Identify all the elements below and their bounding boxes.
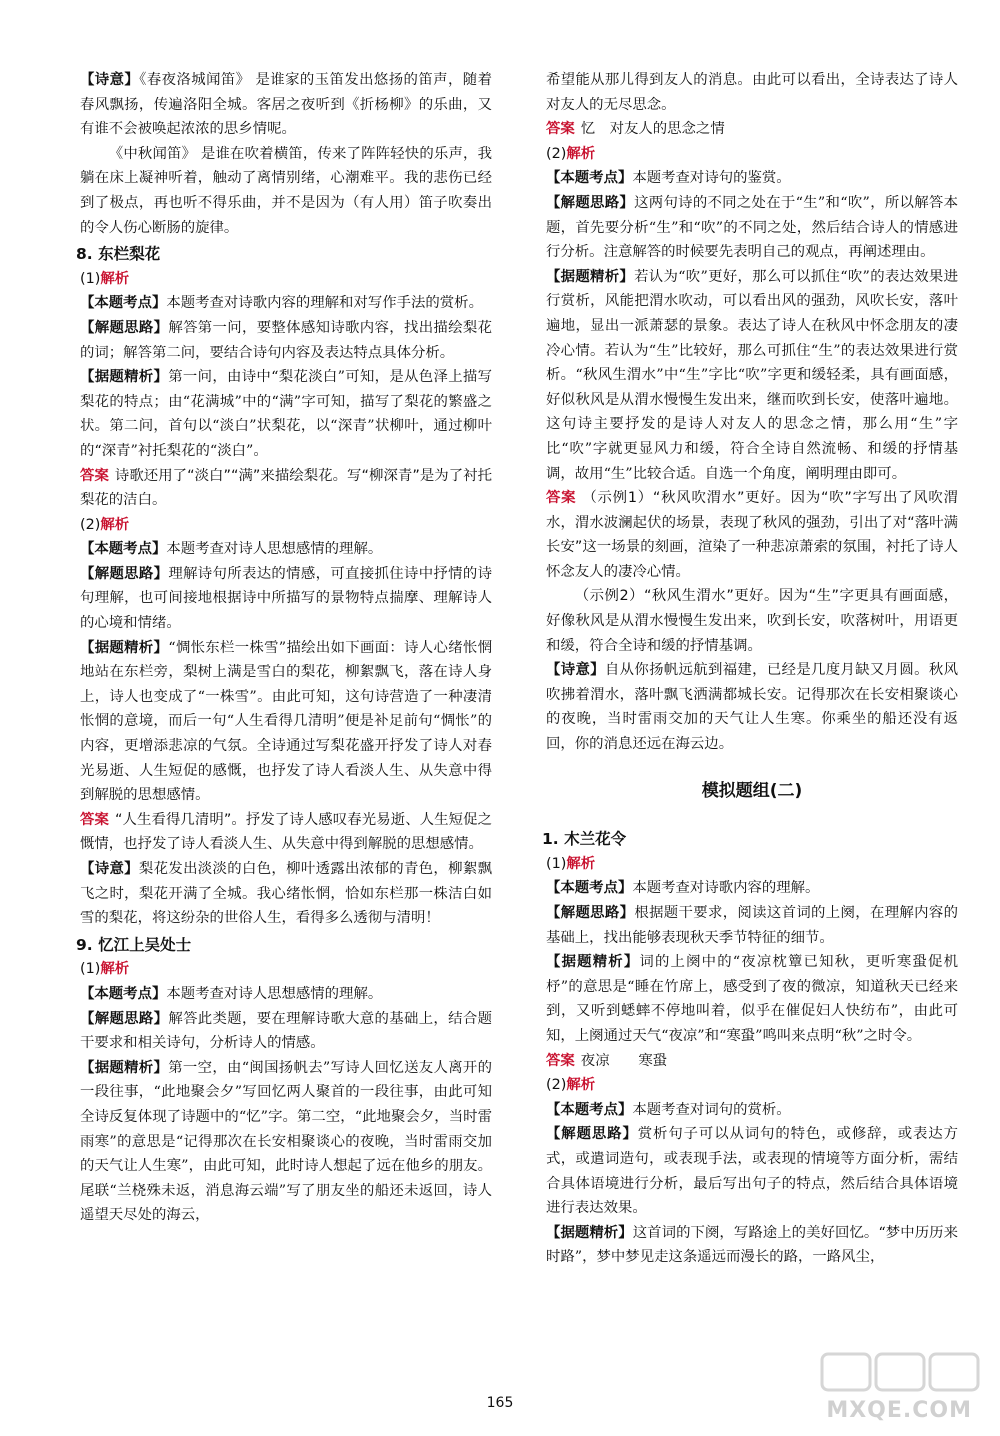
exam-point: 【本题考点】本题考查对诗人思想感情的理解。	[80, 985, 383, 1002]
poem-meaning-paragraph: 【诗意】自从你扬帆远航到福建，已经是几度月缺又月圆。秋风吹拂着渭水，落叶飘飞洒满都城长安。记得那次在长安相聚谈心的夜晚，当时雷雨交加的天气让人生寒。你乘坐的船还没有返回，你的消息还远在海云边。	[546, 662, 958, 753]
solving-idea: 【解题思路】理解诗句所表达的情感，可直接抓住诗中抒情的诗句理解，也可间接地根据诗中所描写的景物特点揣摩、理解诗人的心境和情绪。	[80, 565, 492, 632]
solving-idea: 【解题思路】赏析句子可以从词句的特色，或修辞，或表达方式，或遣词造句，或表现手法，或表现的情境等方面分析，需结合具体语境进行分析，最后写出句子的特点，然后结合具体语境进行表达效果。	[546, 1126, 958, 1217]
answer: 答案 诗歌还用了“淡白”“满”来描绘梨花。写“柳深青”是为了衬托梨花的洁白。	[80, 467, 492, 509]
solving-idea: 【解题思路】根据题干要求，阅读这首词的上阕，在理解内容的基础上，找出能够表现秋天季节特征的细节。	[546, 905, 958, 946]
item-heading-1: 1. 木兰花令	[542, 830, 627, 849]
answer-example-2: （示例2）“秋风生渭水”更好。因为“生”字更具有画面感，好像秋风是从渭水慢慢生发出来，吹到长安，吹落树叶，用语更和缓，符合全诗和缓的抒情基调。	[546, 588, 958, 654]
answer: 答案 忆 对友人的思念之情	[546, 121, 725, 138]
section-title: 模拟题组(二)	[701, 780, 803, 801]
exam-point: 【本题考点】本题考查对词句的赏析。	[546, 1101, 791, 1118]
sub-question-header: (1)解析	[546, 855, 596, 872]
exam-point: 【本题考点】本题考查对诗歌内容的理解和对写作手法的赏析。	[80, 295, 483, 312]
detailed-analysis: 【据题精析】第一空，由“闽国扬帆去”写诗人回忆送友人离开的一段往事，“此地聚会夕”写回忆两人聚首的一段往事，由此可知全诗反复体现了诗题中的“忆”字。第二空，“此地聚会夕，当时雷雨寒”的意思是“记得那次在长安相聚谈心的夜晚，当时雷雨交加的天气让人生寒”，由此可知，此时诗人想起了远在他乡的朋友。尾联“兰桡殊未返，消息海云端”写了朋友坐的船还未返回，诗人遥望天尽处的海云，	[80, 1059, 492, 1224]
detailed-analysis: 【据题精析】这首词的下阕，写路途上的美好回忆。“梦中历历来时路”，梦中梦见走这条遥远而漫长的路，一路风尘，	[546, 1224, 958, 1266]
detailed-analysis: 【据题精析】若认为“吹”更好，那么可以抓住“吹”的表达效果进行赏析，风能把渭水吹动，可以看出风的强劲，风吹长安，落叶遍地，显出一派萧瑟的景象。表达了诗人在秋风中怀念朋友的凄冷心情。若认为“生”比较好，那么可抓住“生”的表达效果进行赏析。“秋风生渭水”中“生”字比“吹”字更和缓轻柔，具有画面感，好似秋风是从渭水慢慢生发出来，继而吹到长安，使落叶遍地。这句诗主要抒发的是诗人对友人的思念之情，那么用“生”字比“吹”字就更显风力和缓，符合全诗自然流畅、和缓的抒情基调，故用“生”比较合适。自选一个角度，阐明理由即可。	[546, 268, 958, 482]
sub-question-header: (2)解析	[80, 516, 130, 533]
solving-idea: 【解题思路】这两句诗的不同之处在于“生”和“吹”，所以解答本题，首先要分析“生”和“吹”的不同之处，然后结合诗人的情感进行分析。注意解答的时候要先表明自己的观点，再阐述理由。	[546, 194, 958, 261]
answer: 答案 夜凉 寒蛩	[546, 1052, 668, 1069]
exam-point: 【本题考点】本题考查对诗句的鉴赏。	[546, 170, 791, 187]
detailed-analysis: 【据题精析】第一问，由诗中“梨花淡白”可知，是从色泽上描写梨花的特点；由“花满城”中的“满”字可知，描写了梨花的繁盛之状。第二问，首句以“淡白”状梨花，以“深青”状柳叶，通过柳叶的“深青”衬托梨花的“淡白”。	[80, 369, 492, 459]
poem-meaning-paragraph: 【诗意】梨花发出淡淡的白色，柳叶透露出浓郁的青色，柳絮飘飞之时，梨花开满了全城。我心绪怅惘，恰如东栏那一株洁白如雪的梨花，将这纷杂的世俗人生，看得多么透彻与清明！	[80, 861, 492, 927]
sub-question-header: (1)解析	[80, 961, 130, 978]
right-column	[542, 68, 958, 1270]
poem-meaning-paragraph	[80, 68, 492, 142]
left-column	[76, 68, 492, 1228]
item-heading-8: 8. 东栏梨花	[76, 245, 161, 264]
page-number: 165	[486, 1395, 514, 1411]
solving-idea: 【解题思路】解答此类题，要在理解诗歌大意的基础上，结合题干要求和相关诗句，分析诗人的情感。	[80, 1010, 492, 1052]
shiyi-text: 《春夜洛城闻笛》 是谁家的玉笛发出悠扬的笛声，随着春风飘扬，传遍洛阳全城。客居之夜听到《折杨柳》的乐曲，又有谁不会被唤起浓浓的思乡情呢。	[80, 72, 492, 138]
answer: 答案 “人生看得几清明”。抒发了诗人感叹春光易逝、人生短促之慨情，也抒发了诗人看淡人生、从失意中得到解脱的思想感情。	[80, 811, 492, 853]
shiyi-tag: 【诗意】	[80, 72, 140, 88]
detailed-analysis: 【据题精析】词的上阕中的“夜凉枕簟已知秋，更听寒蛩促机杼”的意思是“睡在竹席上，感受到了夜的微凉，知道秋天已经来到，又听到蟋蟀不停地叫着，似乎在催促妇人快纺布”，由此可知，上阕通过天气“夜凉”和“寒蛩”鸣叫来点明“秋”之时令。	[546, 954, 958, 1044]
item-heading-9: 9. 忆江上吴处士	[76, 935, 192, 954]
answer: 答案 （示例1）“秋风吹渭水”更好。因为“吹”字写出了风吹渭水，渭水波澜起伏的场景，表现了秋风的强劲，引出了对“落叶满长安”这一场景的刻画，渲染了一种悲凉萧索的氛围，衬托了诗人怀念友人的凄冷心情。	[546, 490, 958, 580]
sub-question-header: (1)解析	[80, 270, 130, 287]
detailed-analysis: 【据题精析】“惆怅东栏一株雪”描绘出如下画面：诗人心绪怅惘地站在东栏旁，梨树上满是雪白的梨花，柳絮飘飞，落在诗人身上，诗人也变成了“一株雪”。由此可知，这句诗营造了一种凄清怅惘的意境，而后一句“人生看得几清明”便是补足前句“惆怅”的内容，更增添悲凉的气氛。全诗通过写梨花盛开抒发了诗人对春光易逝、人生短促的感慨，也抒发了诗人看淡人生、从失意中得到解脱的思想感情。	[80, 639, 492, 804]
sub-question-header: (2)解析	[546, 145, 596, 162]
continued-paragraph: 希望能从那儿得到友人的消息。由此可以看出，全诗表达了诗人对友人的无尽思念。	[546, 72, 958, 113]
poem-meaning-paragraph-2: 《中秋闻笛》 是谁在吹着横笛，传来了阵阵轻快的乐声，我躺在床上凝神听着，触动了离情别绪，心潮难平。我的悲伤已经到了极点，再也听不得乐曲，并不是因为（有人用）笛子吹奏出的令人伤心断肠的旋律。	[80, 145, 492, 236]
sub-question-header: (2)解析	[546, 1077, 596, 1094]
exam-point: 【本题考点】本题考查对诗人思想感情的理解。	[80, 541, 383, 558]
watermark-text: MXQE.COM	[826, 1398, 972, 1423]
solving-idea: 【解题思路】解答第一问，要整体感知诗歌内容，找出描绘梨花的词；解答第二问，要结合诗句内容及表达特点具体分析。	[80, 319, 492, 361]
exam-point: 【本题考点】本题考查对诗歌内容的理解。	[546, 880, 820, 897]
